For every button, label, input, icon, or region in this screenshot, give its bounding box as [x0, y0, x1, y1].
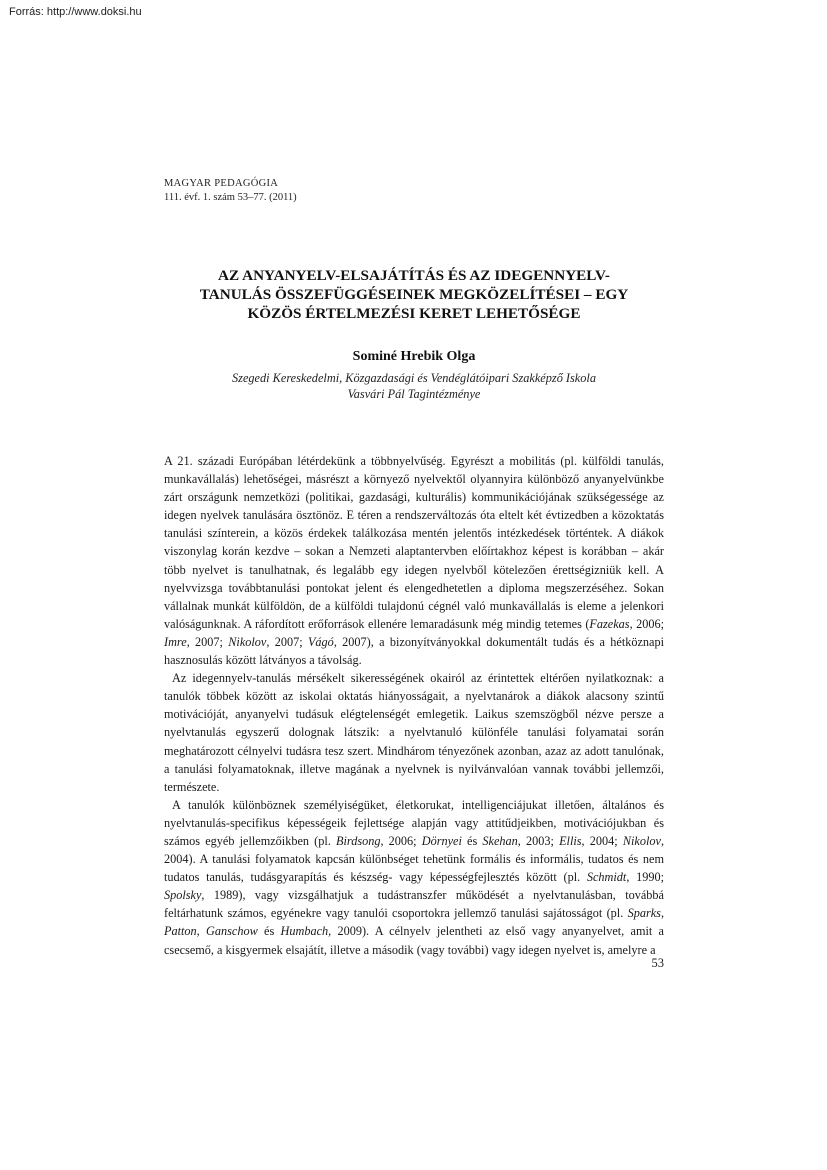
author-name: Sominé Hrebik Olga [352, 349, 476, 364]
author-affiliation [164, 370, 664, 402]
citation-author: Patton [164, 924, 197, 939]
paragraph [164, 452, 664, 669]
text-run: , [196, 924, 207, 939]
text-run: , 2004; [581, 833, 623, 848]
text-run: és [257, 924, 281, 939]
affiliation-line: Vasvári Pál Tagintézménye [347, 387, 481, 401]
citation-author: Ellis [559, 833, 582, 848]
citation-author: Ganschow [206, 924, 258, 939]
citation-author: Imre [164, 634, 187, 649]
text-run: , [660, 906, 664, 921]
title-line: AZ ANYANYELV-ELSAJÁTÍTÁS ÉS AZ IDEGENNYELV- [218, 267, 610, 284]
text-run: A tanulók különböznek személyiségüket, életkorukat, intelligenciájukat illetően, általános és nyelvtanulás-specifikus képességeik fejlettsége alapján vagy attitűdjeikben, motivációjukban és számos egyéb jellemzőikben (pl. [164, 797, 664, 848]
text-run: , 1989), vagy vizsgálhatjuk a tudástranszfer működését a nyelvtanulásban, továbbá feltárhatunk számos, egyénekre vagy tanulói csoportokra jellemző tanulási sajátosságot (pl. [164, 888, 664, 921]
citation-author: Skehan [482, 833, 518, 848]
title-line: KÖZÖS ÉRTELMEZÉSI KERET LEHETŐSÉGE [247, 305, 581, 322]
citation-author: Schmidt [586, 870, 627, 885]
text-run: , 2009). A célnyelv jelentheti az első vagy anyanyelvet, amit a csecsemő, a kisgyermek elsajátít, illetve a második (vagy további) vagy idegen nyelvet is, amelyre a [164, 924, 664, 957]
paragraph [164, 796, 664, 959]
affiliation-line: Szegedi Kereskedelmi, Közgazdasági és Vendéglátóipari Szakképző Iskola [232, 371, 596, 385]
text-run: , 2004). A tanulási folyamatok kapcsán különbséget tehetünk formális és informális, tudatos és nem tudatos tanulás, tudásgyarapítás és készség- vagy képességfejlesztés között (pl. [164, 833, 664, 885]
text-run: , 2003; [517, 833, 560, 848]
journal-header [164, 177, 297, 205]
citation-author: Nikolov [228, 634, 267, 649]
title-line: TANULÁS ÖSSZEFÜGGÉSEINEK MEGKÖZELÍTÉSEI – EGY [199, 286, 629, 303]
citation-author: Fazekas [589, 616, 630, 631]
citation-author: Humbach [280, 924, 329, 939]
text-run: A 21. századi Európában létérdekünk a többnyelvűség. Egyrészt a mobilitás (pl. külföldi tanulás, munkavállalás) lehetőségei, másrészt a környező nyelvektől olyannyira különböző anyanyelvünkbe zárt országunk nemzetközi (politikai, gazdasági, kulturális) kommunikációjának szükségessége az idegen nyelvek tanulására ösztönöz. E téren a rendszerváltozás óta eltelt két évtizedben a közoktatás tanulási színterein, a közös érdekek találkozása mentén jelentős intézkedések történtek. A diákok viszonylag korán kezdve – sokan a Nemzeti alaptantervben előírtakhoz képest is korábban – akár több nyelvet is tanulhatnak, és legalább egy idegen nyelvből kötelezően érettségizniük kell. A nyelvvizsga továbbtanulási pontokat jelent és elengedhetetlen a diploma megszerzéséhez. Sokan vállalnak munkát külföldön, de a külföldi tulajdonú cégnél való munkavállalás is eleme a jelenkori valóságunknak. A ráfordított erőforrások ellenére lemaradásunk még mindig tetemes ( [164, 454, 664, 631]
text-run: Az idegennyelv-tanulás mérsékelt sikerességének okairól az érintettek eltérően nyilatkoznak: a tanulók többek között az iskolai oktatás hiányosságait, a nyelvtanárok a diákok alacsony szintű motivációját, anyanyelvi tudásuk elégtelenségét emlegetik. Laikus szemszögből nézve persze a nyelvtanulás egyszerű dolognak látszik: a nyelvtanuló különféle tanulási folyamatai során meghatározott célnyelvi tudásra tesz szert. Mindhárom tényezőnek azonban, azaz az adott tanulónak, a tanulási folyamatoknak, illetve magának a nyelvnek is nyilvánvalóan vannak további jellemzői, természete. [164, 671, 664, 794]
article-body [164, 452, 664, 959]
source-watermark: Forrás: http://www.doksi.hu [9, 6, 142, 18]
citation-author: Vágó [307, 634, 334, 649]
text-run: , 2007), a bizonyítványokkal dokumentált tudás és a hétköznapi hasznosulás között látványos a távolság. [164, 634, 665, 668]
text-run: , 2007; [266, 634, 308, 649]
citation-author: Birdsong [336, 833, 381, 848]
citation-author: Sparks [627, 906, 661, 921]
text-run: , 2006; [629, 616, 664, 631]
journal-name: MAGYAR PEDAGÓGIA [164, 178, 279, 189]
article-title [164, 266, 664, 323]
page-number: 53 [651, 956, 664, 970]
text-run: és [461, 833, 483, 848]
paragraph [164, 669, 664, 796]
citation-author: Spolsky [164, 888, 202, 903]
citation-author: Nikolov [622, 833, 661, 848]
text-run: , 2006; [380, 833, 422, 848]
journal-issue: 111. évf. 1. szám 53–77. (2011) [164, 192, 297, 203]
text-run: , 2007; [186, 634, 229, 649]
text-run: , 1990; [626, 870, 665, 885]
citation-author: Dörnyei [421, 833, 462, 848]
